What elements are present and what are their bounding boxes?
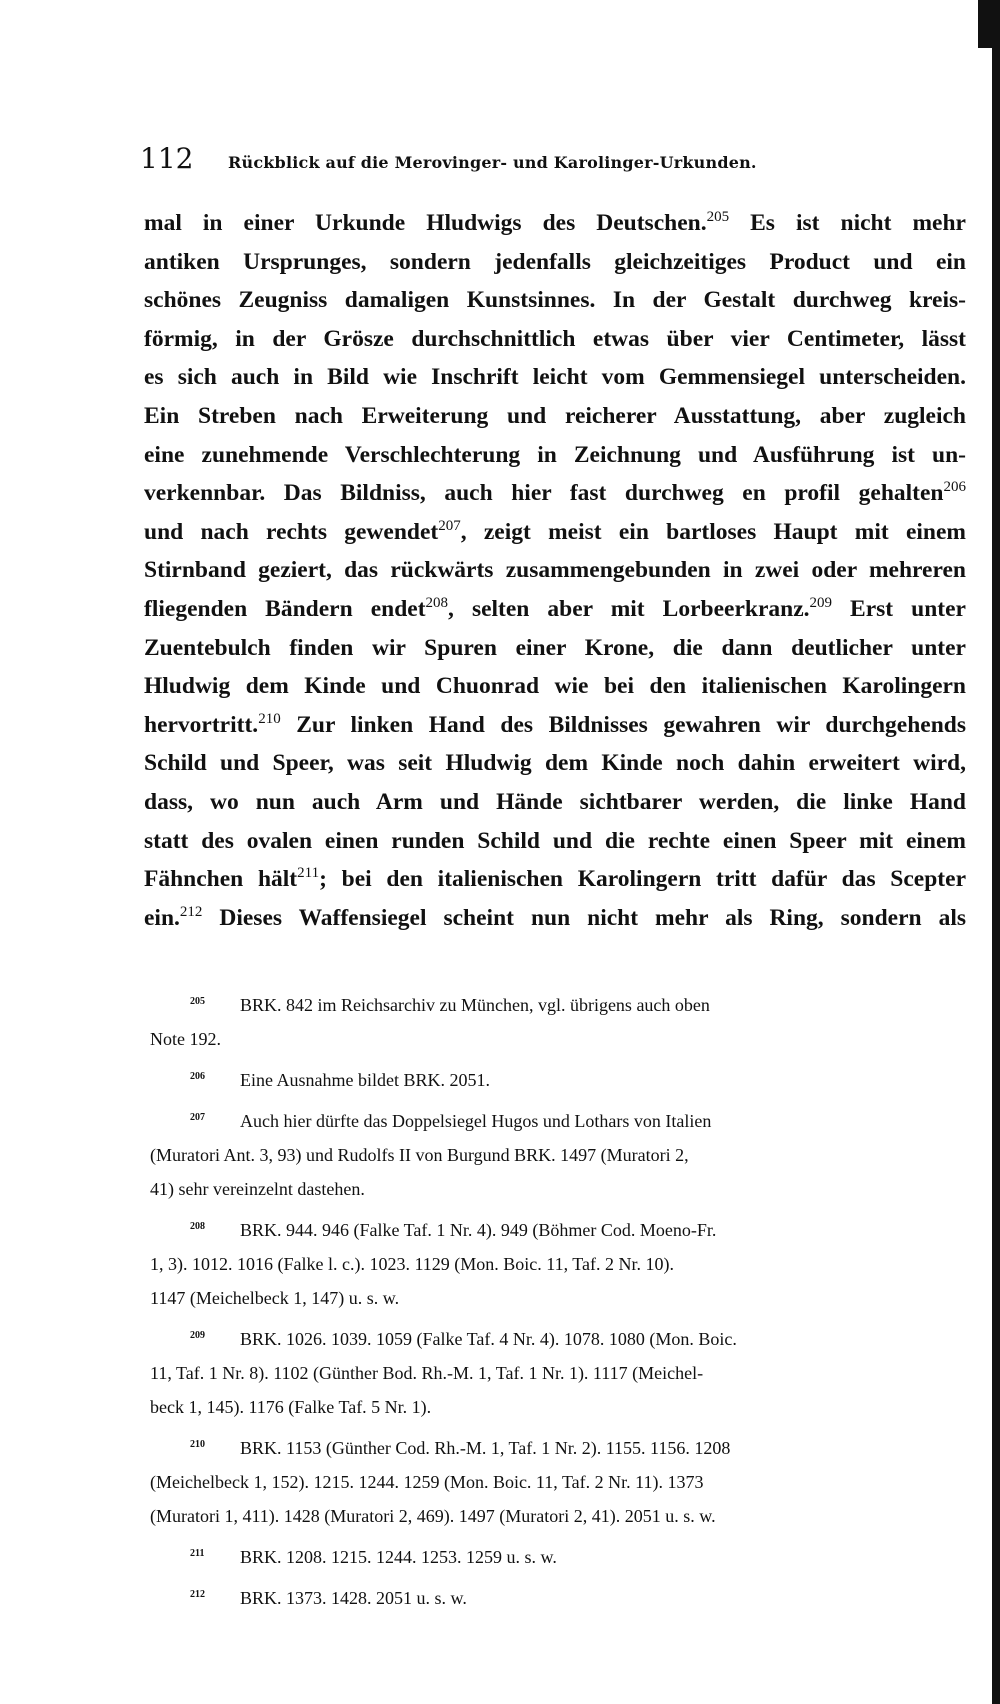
- body-text: [144, 204, 966, 937]
- body-line-text: förmig, in der Grösze durchschnittlich etwas über vier Centimeter, lässt: [144, 325, 966, 352]
- footnote-line: [150, 1537, 970, 1574]
- footnote-line: [150, 1356, 970, 1390]
- footnote-text: BRK. 1208. 1215. 1244. 1253. 1259 u. s. w.: [240, 1547, 557, 1567]
- footnote-number: 206: [190, 1071, 205, 1082]
- footnote-line: [150, 1499, 970, 1533]
- footnote-reference: 206: [943, 479, 966, 496]
- body-line-text: Schild und Speer, was seit Hludwig dem Kinde noch dahin erweitert wird,: [144, 750, 966, 777]
- body-line: [144, 667, 966, 706]
- footnote: [150, 1101, 970, 1206]
- body-line: [144, 899, 966, 938]
- footnote-number: 212: [190, 1589, 205, 1600]
- footnote: [150, 1319, 970, 1424]
- body-line: [144, 590, 966, 629]
- page-number: 112: [140, 142, 194, 175]
- footnote-text: beck 1, 145). 1176 (Falke Taf. 5 Nr. 1).: [150, 1397, 432, 1417]
- body-line-text: dass, wo nun auch Arm und Hände sichtbarer werden, die linke Hand: [144, 788, 966, 815]
- footnote: [150, 1537, 970, 1574]
- body-line-text: antiken Ursprunges, sondern jedenfalls gleichzeitiges Product und ein: [144, 248, 966, 275]
- footnote-reference: 209: [809, 595, 833, 612]
- footnote-text: BRK. 1153 (Günther Cod. Rh.-M. 1, Taf. 1 Nr. 2). 1155. 1156. 1208: [240, 1438, 731, 1458]
- footnote-line: [150, 1465, 970, 1499]
- footnote-reference: 210: [258, 710, 281, 727]
- footnote-line: [150, 985, 970, 1022]
- body-line: [144, 706, 966, 745]
- body-line-text: Fähnchen hält: [144, 866, 298, 893]
- footnote-line: [150, 1281, 970, 1315]
- footnote-text: Note 192.: [150, 1029, 221, 1049]
- footnote-line: [150, 1101, 970, 1138]
- footnote-line: [150, 1578, 970, 1615]
- body-line-text: Ein Streben nach Erweiterung und reicherer Ausstattung, aber zugleich: [144, 402, 966, 429]
- footnote-text: 1147 (Meichelbeck 1, 147) u. s. w.: [150, 1288, 400, 1308]
- footnote-number: 210: [190, 1439, 205, 1450]
- body-line-text: Stirnband geziert, das rückwärts zusammengebunden in zwei oder mehreren: [144, 557, 966, 584]
- body-line: [144, 397, 966, 436]
- body-line: [144, 320, 966, 359]
- body-line-text: eine zunehmende Verschlechterung in Zeichnung und Ausführung ist un-: [144, 441, 966, 468]
- body-line: [144, 243, 966, 282]
- footnote-line: [150, 1428, 970, 1465]
- body-line: [144, 474, 966, 513]
- body-line-text: Zur linken Hand des Bildnisses gewahren wir durchgehends: [280, 711, 966, 738]
- footnote: [150, 1428, 970, 1533]
- body-line: [144, 783, 966, 822]
- body-line: [144, 436, 966, 475]
- body-line-text: , zeigt meist ein bartloses Haupt mit einem: [460, 518, 966, 545]
- body-line: [144, 822, 966, 861]
- body-line-text: Dieses Waffensiegel scheint nun nicht mehr als Ring, sondern als: [202, 904, 966, 931]
- body-line-text: ein.: [144, 904, 180, 931]
- body-line-text: mal in einer Urkunde Hludwigs des Deutschen.: [144, 210, 707, 236]
- footnote-text: 41) sehr vereinzelnt dastehen.: [150, 1179, 365, 1199]
- body-line-text: Zuentebulch finden wir Spuren einer Krone, die dann deutlicher unter: [144, 634, 966, 661]
- footnote: [150, 985, 970, 1056]
- footnote-reference: 205: [706, 209, 730, 226]
- body-line-text: und nach rechts gewendet: [144, 518, 439, 545]
- footnote-number: 205: [190, 996, 205, 1007]
- footnote-number: 207: [190, 1112, 205, 1123]
- footnote-text: (Muratori 1, 411). 1428 (Muratori 2, 469). 1497 (Muratori 2, 41). 2051 u. s. w.: [150, 1506, 716, 1526]
- footnote-line: [150, 1138, 970, 1172]
- running-head: Rückblick auf die Merovinger- und Karolinger-Urkunden.: [228, 153, 757, 172]
- footnotes: [150, 985, 970, 1619]
- body-line: [144, 860, 966, 899]
- footnote-reference: 211: [297, 865, 320, 882]
- footnote-line: [150, 1060, 970, 1097]
- footnote-line: [150, 1210, 970, 1247]
- footnote-text: BRK. 1026. 1039. 1059 (Falke Taf. 4 Nr. 4). 1078. 1080 (Mon. Boic.: [240, 1329, 737, 1349]
- footnote-line: [150, 1390, 970, 1424]
- body-line-text: Es ist nicht mehr: [729, 210, 966, 236]
- body-line-text: Hludwig dem Kinde und Chuonrad wie bei den italienischen Karolingern: [144, 673, 966, 700]
- footnote-text: 1, 3). 1012. 1016 (Falke l. c.). 1023. 1129 (Mon. Boic. 11, Taf. 2 Nr. 10).: [150, 1254, 675, 1274]
- body-line-text: schönes Zeugniss damaligen Kunstsinnes. In der Gestalt durchweg kreis-: [144, 287, 966, 314]
- body-line: [144, 513, 966, 552]
- body-line-text: fliegenden Bändern endet: [144, 595, 426, 622]
- footnote-line: [150, 1172, 970, 1206]
- footnote-number: 209: [190, 1330, 205, 1341]
- footnote-number: 208: [190, 1221, 205, 1232]
- footnote-text: BRK. 944. 946 (Falke Taf. 1 Nr. 4). 949 (Böhmer Cod. Moeno-Fr.: [240, 1220, 717, 1240]
- footnote: [150, 1060, 970, 1097]
- footnote: [150, 1210, 970, 1315]
- page-edge-corner: [978, 0, 1000, 48]
- body-line-text: hervortritt.: [144, 711, 259, 738]
- body-line: [144, 281, 966, 320]
- body-line-text: ; bei den italienischen Karolingern tritt dafür das Scepter: [319, 866, 966, 893]
- body-line-text: verkennbar. Das Bildniss, auch hier fast durchweg en profil gehalten: [144, 480, 944, 507]
- footnote-text: (Meichelbeck 1, 152). 1215. 1244. 1259 (Mon. Boic. 11, Taf. 2 Nr. 11). 1373: [150, 1472, 704, 1492]
- footnote-reference: 208: [425, 595, 449, 612]
- page-header: [140, 142, 900, 175]
- body-line-text: Erst unter: [832, 595, 966, 622]
- footnote-number: 211: [190, 1548, 205, 1559]
- footnote-line: [150, 1319, 970, 1356]
- footnote-text: BRK. 1373. 1428. 2051 u. s. w.: [240, 1588, 467, 1608]
- footnote-reference: 212: [179, 903, 203, 920]
- footnote: [150, 1578, 970, 1615]
- footnote-text: Auch hier dürfte das Doppelsiegel Hugos und Lothars von Italien: [240, 1111, 712, 1131]
- page-edge-shadow: [992, 0, 1000, 1704]
- body-line: [144, 744, 966, 783]
- footnote-text: Eine Ausnahme bildet BRK. 2051.: [240, 1070, 490, 1090]
- footnote-reference: 207: [438, 517, 461, 534]
- body-line: [144, 551, 966, 590]
- footnote-line: [150, 1247, 970, 1281]
- footnote-line: [150, 1022, 970, 1056]
- footnote-text: 11, Taf. 1 Nr. 8). 1102 (Günther Bod. Rh.-M. 1, Taf. 1 Nr. 1). 1117 (Meichel-: [150, 1363, 704, 1383]
- body-line-text: es sich auch in Bild wie Inschrift leicht vom Gemmensiegel unterscheiden.: [144, 364, 966, 391]
- body-line-text: , selten aber mit Lorbeerkranz.: [448, 595, 810, 622]
- body-line: [144, 204, 966, 243]
- body-line-text: statt des ovalen einen runden Schild und die rechte einen Speer mit einem: [144, 827, 966, 854]
- body-line: [144, 358, 966, 397]
- body-line: [144, 629, 966, 668]
- footnote-text: (Muratori Ant. 3, 93) und Rudolfs II von Burgund BRK. 1497 (Muratori 2,: [150, 1145, 689, 1165]
- footnote-text: BRK. 842 im Reichsarchiv zu München, vgl. übrigens auch oben: [240, 995, 710, 1015]
